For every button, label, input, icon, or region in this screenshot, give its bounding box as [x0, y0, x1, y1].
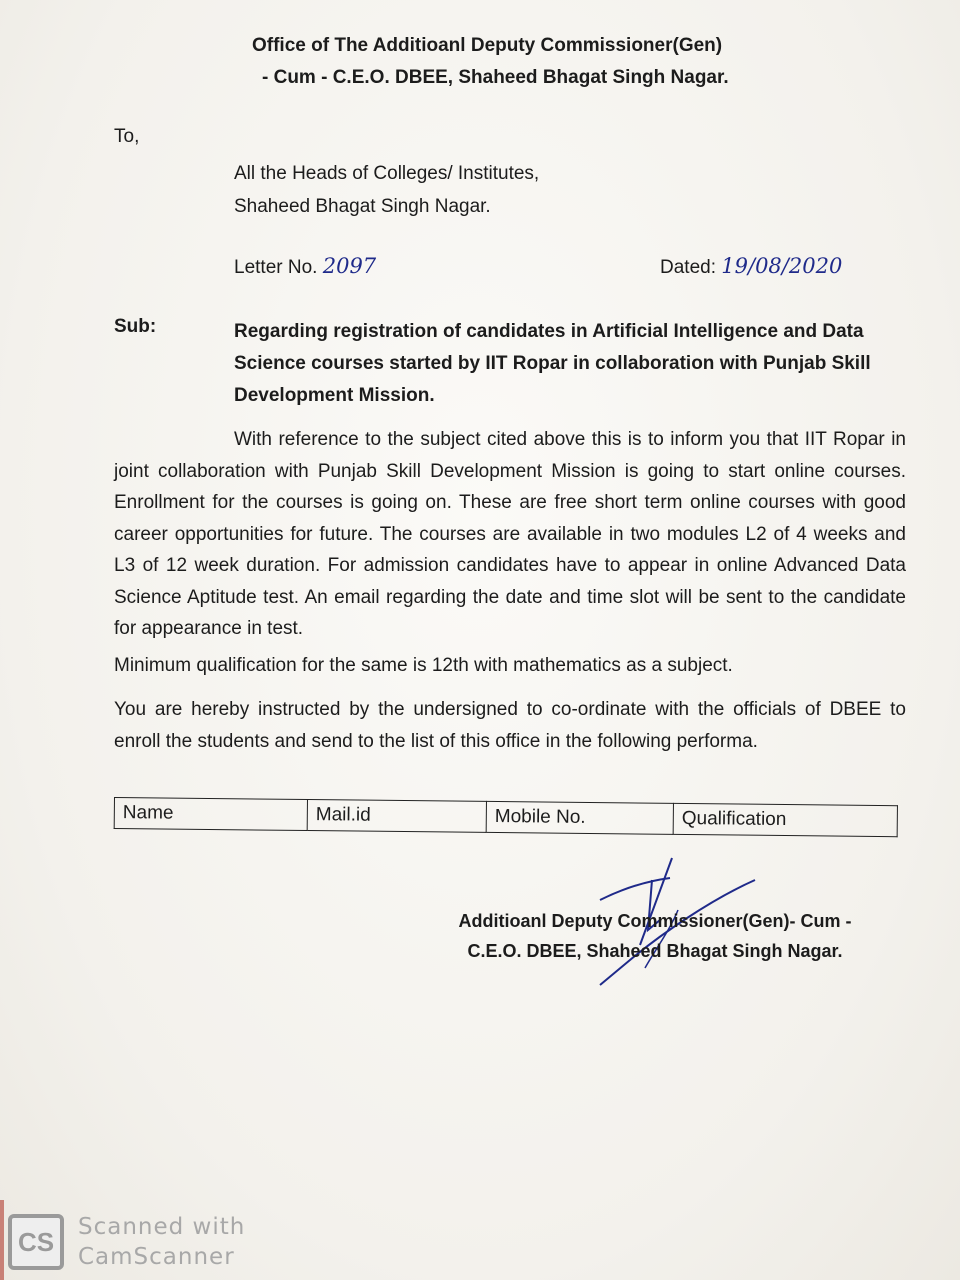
addressee	[234, 157, 539, 223]
signatory-designation	[440, 906, 870, 966]
letterhead	[252, 30, 792, 94]
column-header-mobile-no: Mobile No.	[486, 801, 673, 834]
addressee-line-1: All the Heads of Colleges/ Institutes,	[234, 163, 540, 184]
letter-number	[234, 254, 376, 279]
scan-edge-artifact	[0, 1200, 4, 1280]
addressee-line-2: Shaheed Bhagat Singh Nagar.	[234, 196, 491, 217]
proforma-table	[114, 797, 898, 837]
letterhead-line-1: Office of The Additioanl Deputy Commissioner(Gen)	[252, 35, 723, 56]
watermark-line-1: Scanned with	[78, 1214, 246, 1240]
subject-text: Regarding registration of candidates in Artificial Intelligence and Data Science courses started by IIT Ropar in collaboration with Punjab Skill Development Mission.	[234, 321, 871, 406]
salutation: To,	[114, 126, 140, 147]
column-header-name: Name	[114, 798, 307, 831]
letter-date-value: 19/08/2020	[721, 254, 843, 278]
camscanner-logo-icon: CS	[8, 1214, 64, 1270]
body-paragraph-1: With reference to the subject cited above this is to inform you that IIT Ropar in joint collaboration with Punjab Skill Development Mission is going to start online courses. Enrollment for the courses is going on. These are free short term online courses with good career opportunities for future. The courses are available in two modules L2 of 4 weeks and L3 of 12 week duration. For admission candidates have to appear in online Advanced Data Science Aptitude test. An email regarding the date and time slot will be sent to the candidate for appearance in test.	[114, 429, 906, 639]
watermark-line-2: CamScanner	[78, 1244, 235, 1270]
letter-number-value: 2097	[322, 254, 377, 278]
letterhead-line-2: - Cum - C.E.O. DBEE, Shaheed Bhagat Singh Nagar.	[262, 67, 729, 88]
signatory-line-2: C.E.O. DBEE, Shaheed Bhagat Singh Nagar.	[467, 941, 843, 961]
column-header-mail-id: Mail.id	[307, 800, 486, 833]
letter-date	[660, 254, 842, 279]
watermark-text	[78, 1212, 245, 1272]
body-paragraph-3: You are hereby instructed by the undersigned to co-ordinate with the officials of DBEE to enroll the students and send to the list of this office in the following performa.	[114, 699, 906, 752]
body-paragraph-2: Minimum qualification for the same is 12th with mathematics as a subject.	[114, 655, 733, 676]
subject-label: Sub:	[114, 316, 157, 337]
column-header-qualification: Qualification	[673, 803, 897, 836]
proforma-header-row	[114, 798, 897, 837]
signatory-line-1: Additioanl Deputy Commissioner(Gen)- Cum -	[458, 911, 852, 931]
letter-date-label: Dated:	[660, 257, 716, 278]
camscanner-watermark	[8, 1212, 245, 1272]
letter-number-label: Letter No.	[234, 257, 318, 278]
